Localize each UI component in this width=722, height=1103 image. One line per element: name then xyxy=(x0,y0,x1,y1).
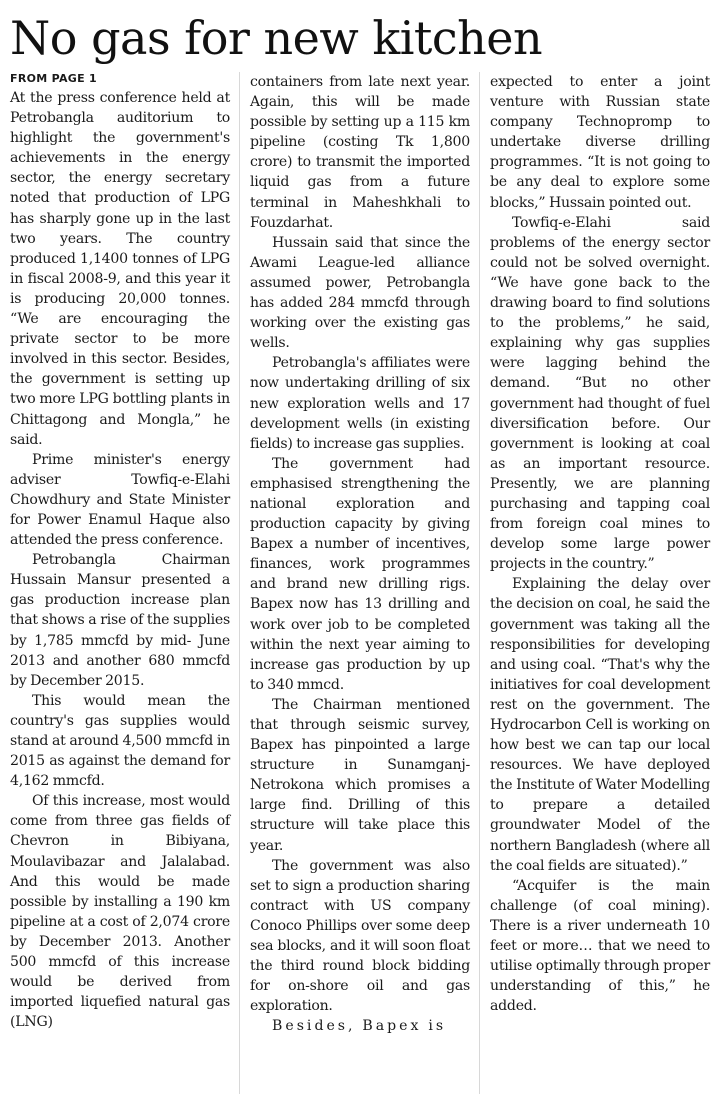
article-paragraph-4: This would mean the country's gas supplies would stand at around 4,500 mmcfd in 2015 as against the demand for 4,162 mmcfd. xyxy=(10,692,230,790)
article-paragraph-1: At the press conference held at Petrobangla auditorium to highlight the government's achievements in the energy sector, the energy secretary noted that production of LPG has sharply gone up in the last two years. The country produced 1,1400 tonnes of LPG in fiscal 2008-9, and this year it is producing 20,000 tonnes. “We are encouraging the private sector to be more involved in this sector. Besides, the government is setting up two more LPG bottling plants in Chittagong and Mongla,” he said. xyxy=(10,90,230,448)
headline: No gas for new kitchen xyxy=(10,11,543,65)
article-column-3 xyxy=(490,72,710,1016)
article-paragraph-6: Hussain said that since the Awami League-led alliance assumed power, Petrobangla has added 284 mmcfd through working over the existing gas wells. xyxy=(250,234,470,352)
continuation-kicker: FROM PAGE 1 xyxy=(10,72,98,85)
article-paragraph-2: Prime minister's energy adviser Towfiq-e-Elahi Chowdhury and State Minister for Power Enamul Haque also attended the press conference. xyxy=(10,451,230,549)
article-paragraph-14: “Acquifer is the main challenge (of coal mining). There is a river underneath 10 feet or more… that we need to utilise optimally through proper understanding of this,” he added. xyxy=(490,877,710,1015)
article-paragraph-11: Besides, Bapex is xyxy=(272,1018,447,1035)
article-paragraph-12: Towfiq-e-Elahi said problems of the energy sector could not be solved overnight. “We have gone back to the drawing board to find solutions to the problems,” he said, explaining why gas supplies were lagging behind the demand. “But no other government had thought of fuel diversification before. Our government is looking at coal as an important resource. Presently, we are planning purchasing and tapping coal from foreign coal mines to develop some large power projects in the country.” xyxy=(490,214,710,573)
article-paragraph-9: The Chairman mentioned that through seismic survey, Bapex has pinpointed a large structure in Sunamganj-Netrokona which promises a large find. Drilling of this structure will take place this year. xyxy=(250,696,470,854)
column-rule-2 xyxy=(479,72,480,1094)
article-paragraph-13: Explaining the delay over the decision on coal, he said the government was taking all the responsibilities for developing and using coal. “That's why the initiatives for coal development rest on the government. The Hydrocarbon Cell is working on how best we can tap our local resources. We have deployed the Institute of Water Modelling to prepare a detailed groundwater Model of the northern Bangladesh (where all the coal fields are situated).” xyxy=(490,576,710,874)
article-paragraph-5-continued: containers from late next year. Again, this will be made possible by setting up a 115 km pipeline (costing Tk 1,800 crore) to transmit the imported liquid gas from a future terminal in Maheshkhali to Fouzdarhat. xyxy=(250,74,470,231)
article-paragraph-7: Petrobangla's affiliates were now undertaking drilling of six new exploration wells and 17 development wells (in existing fields) to increase gas supplies. xyxy=(250,355,470,452)
article-column-1 xyxy=(10,72,230,1032)
article-paragraph-8: The government had emphasised strengthening the national exploration and production capacity by giving Bapex a number of incentives, finances, work programmes and brand new drilling rigs. Bapex now has 13 drilling and work over job to be completed within the next year aiming to increase gas production by up to 340 mmcd. xyxy=(250,455,470,693)
article-paragraph-10: The government was also set to sign a production sharing contract with US company Conoco Phillips over some deep sea blocks, and it will soon float the third round block bidding for on-shore oil and gas exploration. xyxy=(250,857,470,1015)
column-rule-1 xyxy=(239,72,240,1094)
article-paragraph-5: Of this increase, most would come from three gas fields of Chevron in Bibiyana, Moulavibazar and Jalalabad. And this would be made possible by installing a 190 km pipeline at a cost of 2,074 crore by December 2013. Another 500 mmcfd of this increase would be derived from imported liquefied natural gas (LNG) xyxy=(10,793,230,1031)
article-column-2 xyxy=(250,72,470,1037)
article-paragraph-11-continued: expected to enter a joint venture with Russian state company Technopromp to undertake diverse drilling programmes. “It is not going to be any deal to explore some blocks,” Hussain pointed out. xyxy=(490,74,710,211)
article-paragraph-3: Petrobangla Chairman Hussain Mansur presented a gas production increase plan that shows a rise of the supplies by 1,785 mmcfd by mid- June 2013 and another 680 mmcfd by December 2015. xyxy=(10,552,230,689)
